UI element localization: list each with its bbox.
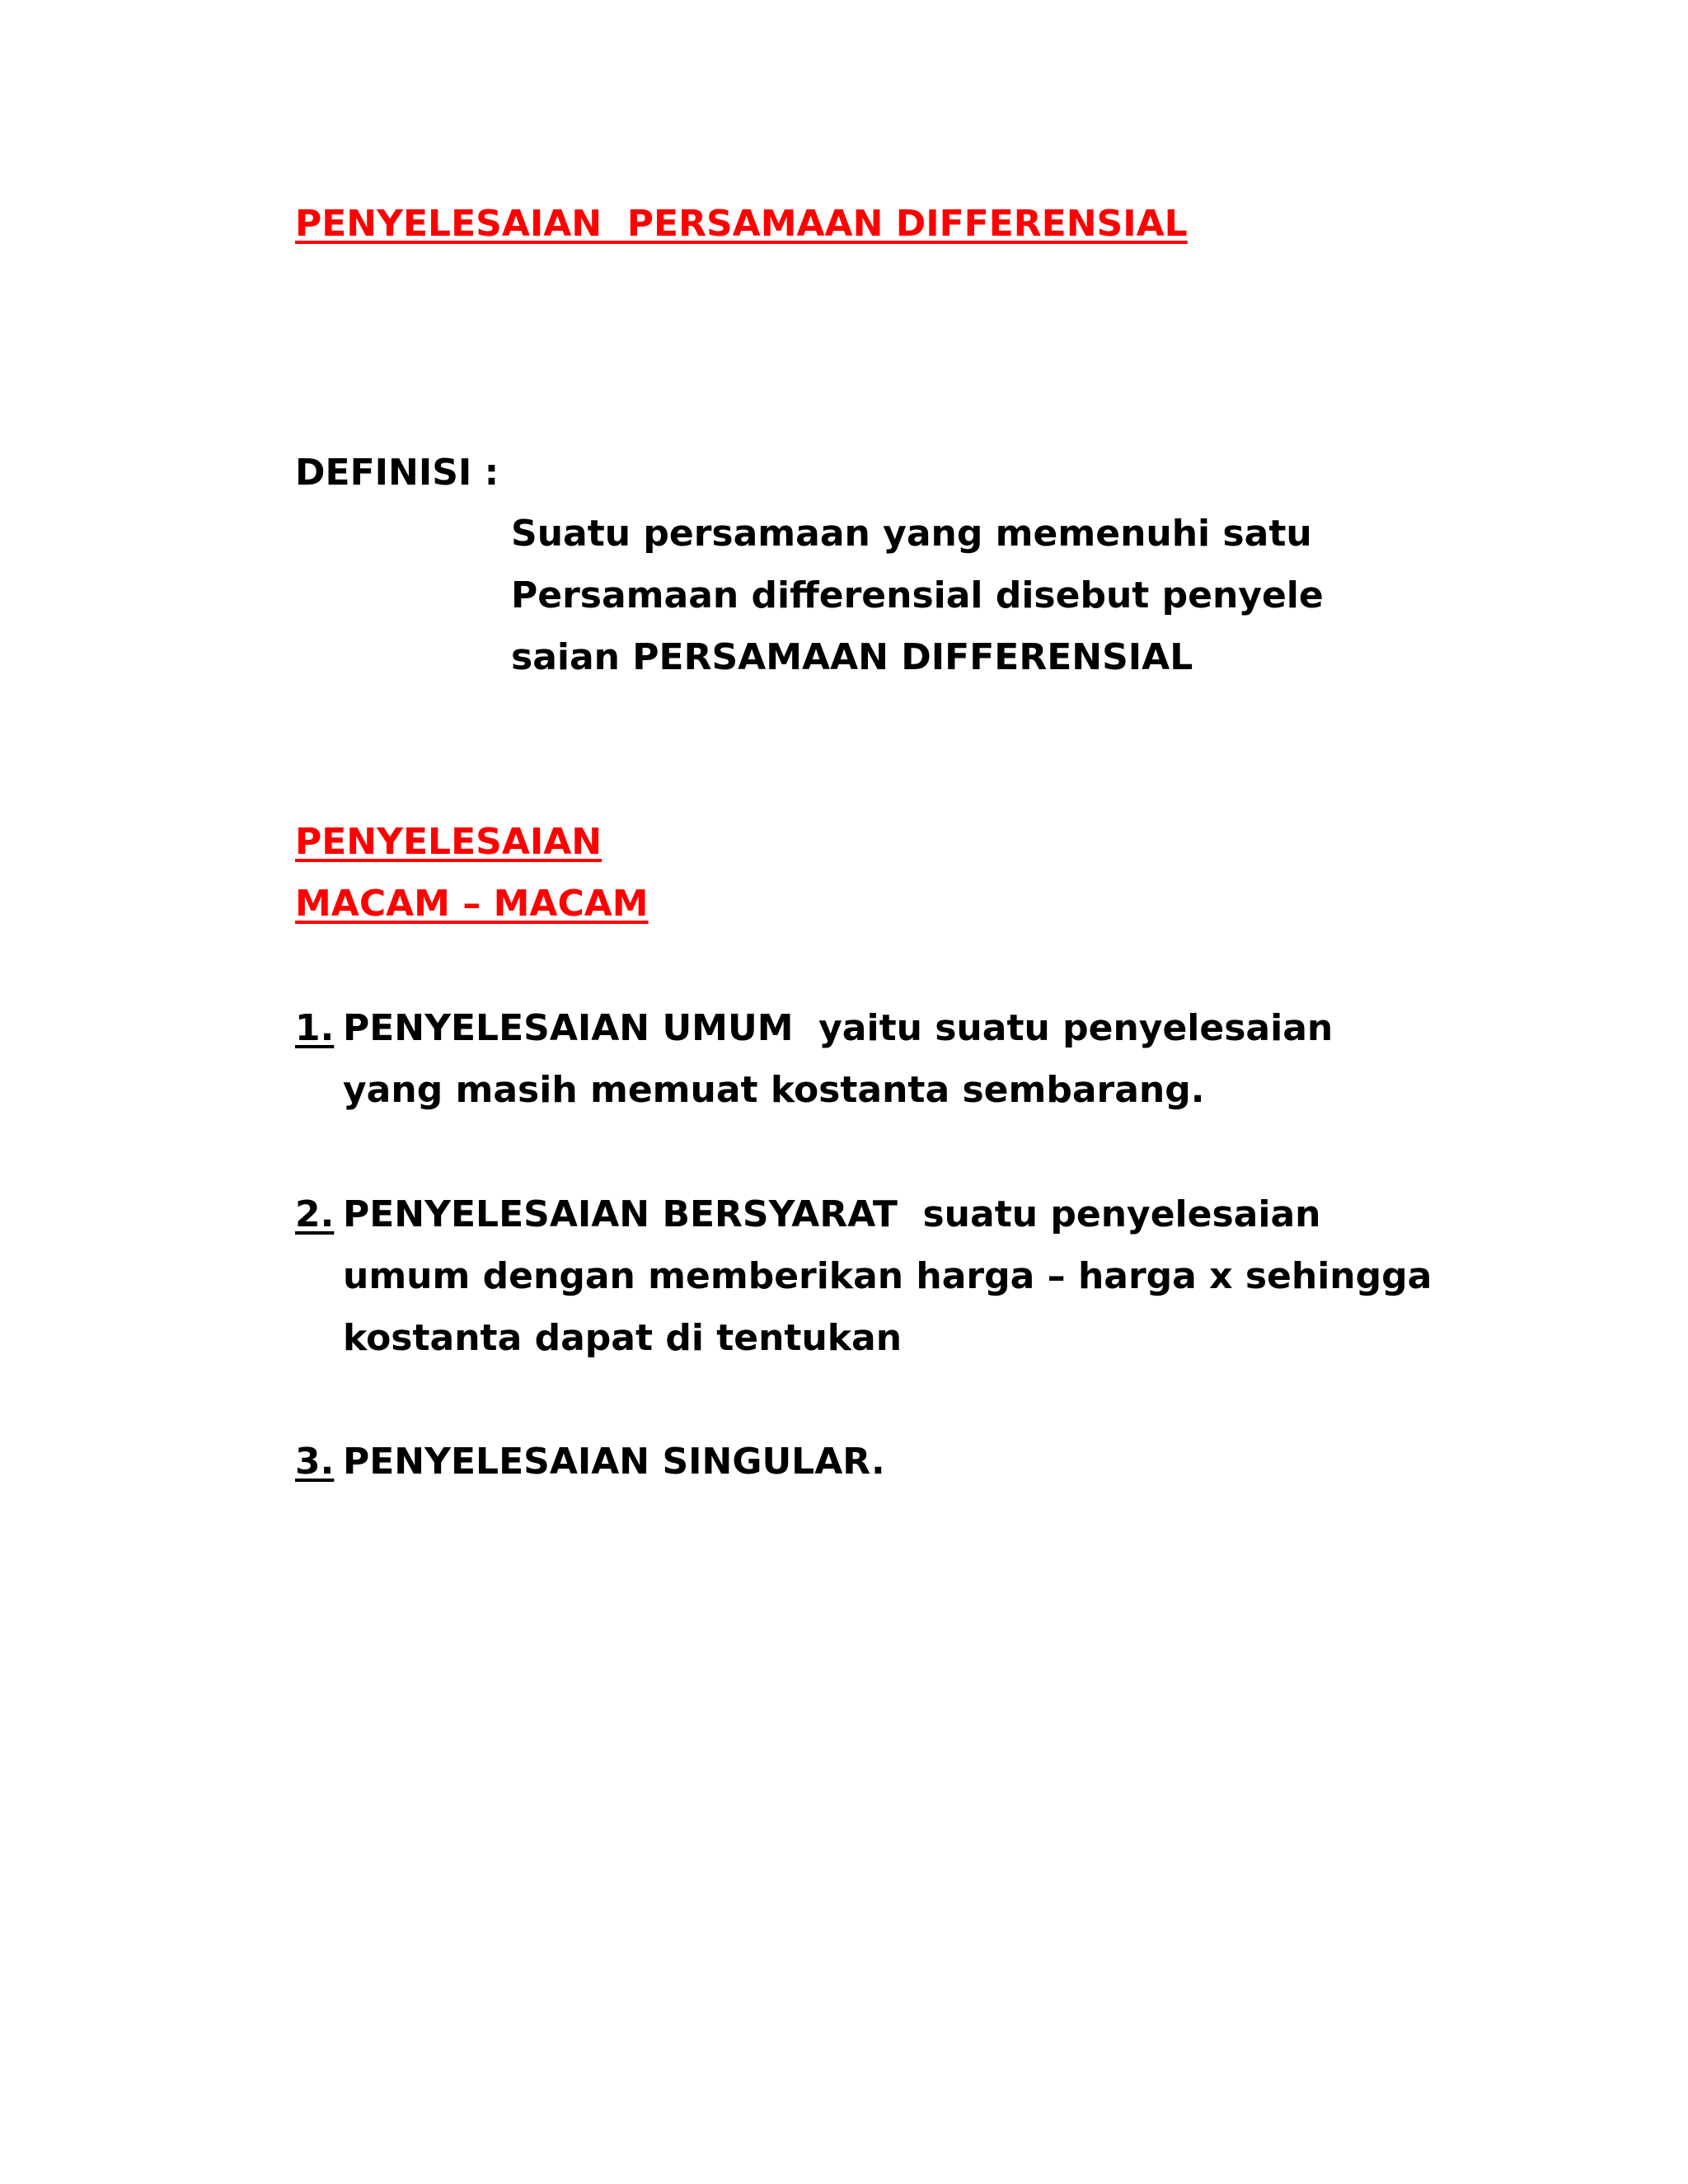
definition-label: DEFINISI : [295,452,499,494]
section-heading-line-2: MACAM – MACAM [295,883,649,925]
definition-line-2: Persamaan differensial disebut penyele [511,574,1324,616]
list-item-line: PENYELESAIAN SINGULAR. [343,1441,885,1483]
section-heading-line-1: PENYELESAIAN [295,821,603,863]
list-item-line: umum dengan memberikan harga – harga x sehingga [343,1255,1432,1297]
definition-line-3: saian PERSAMAAN DIFFERENSIAL [511,636,1193,678]
list-item-line: yang masih memuat kostanta sembarang. [343,1069,1205,1111]
definition-line-1: Suatu persamaan yang memenuhi satu [511,513,1312,555]
list-item-number: 2. [295,1193,335,1235]
list-item-number: 3. [295,1441,335,1483]
list-item-line: PENYELESAIAN BERSYARAT suatu penyelesaian [343,1193,1321,1235]
document-title: PENYELESAIAN PERSAMAAN DIFFERENSIAL [295,203,1188,245]
list-item-number: 1. [295,1007,335,1049]
list-item-line: PENYELESAIAN UMUM yaitu suatu penyelesaian [343,1007,1334,1049]
list-item-line: kostanta dapat di tentukan [343,1317,903,1359]
